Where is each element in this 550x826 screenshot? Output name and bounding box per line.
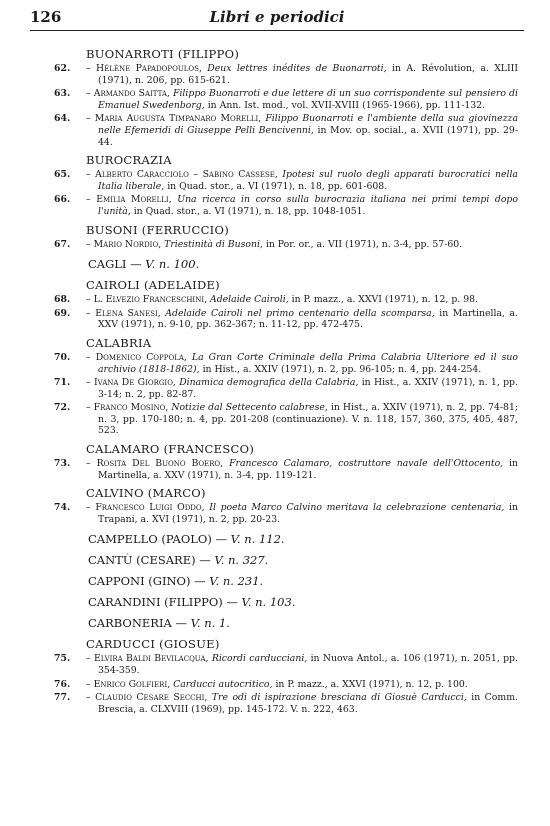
entry-text — [86, 377, 518, 400]
entry-citation: in Ann. Ist. mod., vol. XVII-XVIII (1965-1966), pp. 111-132. — [207, 99, 486, 111]
entry-text — [86, 402, 518, 437]
xref-name: CAGLI — [88, 257, 127, 272]
entry-citation: in Hist., a. XXIV (1971), n. 2, pp. 74-81; n. 3, pp. 170-180; n. 4, pp. 201-208 (continuazione). V. n. 118, 157, 360, 375, 405, 487, 523. — [98, 402, 518, 437]
entry-author: Francesco Luigi Oddo, — [95, 502, 205, 514]
entry-author: Emilia Morelli, — [96, 194, 172, 206]
section-heading: CALAMARO (FRANCESCO) — [86, 442, 255, 457]
entry-text — [86, 502, 518, 525]
entry-dash: – — [86, 63, 91, 74]
entry-author: Domenico Coppola, — [95, 351, 187, 363]
entry-dash: – — [86, 351, 91, 363]
entry-citation: in Nuova Antol., a. 106 (1971), n. 2051, pp. 354-359. — [98, 653, 518, 677]
entry-number: 71. — [54, 377, 71, 389]
entry-number: 65. — [54, 169, 71, 181]
entry-author: Franco Mosino, — [93, 402, 169, 414]
entry-citation: in P. mazz., a. XXVI (1971), n. 12, p. 100. — [275, 678, 468, 690]
entry-text — [86, 239, 518, 251]
entry-author: Claudio Cesare Secchi, — [95, 692, 208, 704]
entry-dash: – — [86, 194, 91, 206]
entry-number: 66. — [54, 194, 71, 206]
entry-dash: – — [86, 692, 91, 704]
entry-dash: – — [86, 307, 91, 319]
entry-dash: – — [86, 169, 91, 181]
entry-title: Una ricerca in corso sulla burocrazia italiana nei primi tempi dopo l'unità, — [98, 194, 518, 217]
cross-reference — [36, 257, 520, 271]
entry-text — [86, 169, 518, 192]
section-heading: CAIROLI (ADELAIDE) — [86, 278, 220, 293]
bibliography-entry — [36, 377, 520, 400]
bibliography-entry — [36, 458, 520, 481]
entry-citation: in Quad. stor., a. VI (1971), n. 18, pp. 601-608. — [167, 180, 388, 192]
entry-number: 75. — [54, 653, 71, 665]
entry-number: 73. — [54, 458, 71, 470]
entry-title: Ricordi carducciani, — [211, 653, 308, 665]
entry-author: Armando Saitta, — [93, 88, 170, 100]
xref-name: CANTÙ (CESARE) — [88, 553, 196, 568]
entry-text — [86, 458, 518, 481]
entry-number: 63. — [54, 88, 71, 100]
entry-title: Deux lettres inédites de Buonarroti, — [207, 63, 387, 74]
entry-dash: – — [86, 653, 91, 665]
bibliography-entry — [36, 692, 520, 715]
entry-text — [86, 294, 518, 306]
cross-reference — [36, 595, 520, 609]
bibliography-entry — [36, 63, 520, 86]
xref-target: — V. n. 103. — [226, 595, 296, 610]
entry-text — [86, 653, 518, 676]
entry-text — [86, 308, 518, 331]
entry-citation: in P. mazz., a. XXVI (1971), n. 12, p. 98. — [291, 294, 478, 306]
entry-title: Filippo Buonarroti e due lettere di un suo corrispondente sul pensiero di Emanuel Swedenborg, — [98, 88, 518, 111]
entry-dash: – — [86, 113, 91, 125]
entry-text — [86, 692, 518, 715]
xref-target: — V. n. 327. — [199, 553, 269, 568]
xref-name: CAMPELLO (PAOLO) — [88, 532, 212, 547]
entry-title: Adelaide Cairoli, — [210, 294, 289, 306]
entry-author: Rosita Del Buono Boero, — [96, 458, 224, 470]
entry-title: La Gran Corte Criminale della Prima Calabria Ulteriore ed il suo archivio (1818-1862), — [98, 351, 518, 375]
bibliography-entry — [36, 653, 520, 676]
section-heading: BUONARROTI (FILIPPO) — [86, 47, 240, 61]
entry-title: Notizie dal Settecento calabrese, — [171, 402, 328, 414]
entry-title: Triestinità di Busoni, — [164, 238, 263, 250]
bibliography-entry — [36, 88, 520, 111]
section-heading: CARDUCCI (GIOSUE) — [86, 637, 220, 652]
bibliography-entry — [36, 402, 520, 437]
entry-number: 76. — [54, 678, 71, 690]
entry-dash: – — [86, 678, 91, 690]
entry-dash: – — [86, 238, 91, 250]
header-rule — [30, 30, 524, 31]
entry-citation: in Por. or., a. VII (1971), n. 3-4, pp. 57-60. — [265, 238, 463, 250]
entry-dash: – — [86, 502, 91, 514]
entry-number: 68. — [54, 294, 71, 306]
bibliography-entry — [36, 113, 520, 148]
entry-title: Francesco Calamaro, costruttore navale dell'Ottocento, — [229, 458, 504, 470]
entry-text — [86, 679, 518, 691]
cross-reference — [36, 553, 520, 567]
cross-reference — [36, 532, 520, 546]
bibliography-list — [36, 47, 520, 717]
entry-title: Il poeta Marco Calvino meritava la celebrazione centenaria, — [209, 502, 505, 514]
entry-author: Hélène Papadopoulos, — [96, 63, 202, 74]
entry-title: Filippo Buonarroti e l'ambiente della sua giovinezza nelle Efemeridi di Giuseppe Pelli Bencivenni, — [98, 113, 518, 136]
entry-dash: – — [86, 294, 91, 306]
section-heading: BUSONI (FERRUCCIO) — [86, 222, 230, 237]
entry-dash: – — [86, 402, 91, 414]
xref-name: CARANDINI (FILIPPO) — [88, 595, 223, 610]
entry-title: Dinamica demografica della Calabria, — [179, 377, 359, 389]
entry-number: 77. — [54, 692, 71, 704]
entry-citation: in Hist., a. XXIV (1971), n. 1, pp. 3-14; n. 2, pp. 82-87. — [98, 377, 518, 400]
entry-title: Carducci autocritico, — [173, 678, 273, 690]
bibliography-entry — [36, 502, 520, 525]
entry-text — [86, 194, 518, 217]
xref-name: CARBONERIA — [88, 616, 172, 631]
section-heading: BUROCRAZIA — [86, 153, 172, 168]
entry-citation: in Trapani, a. XVI (1971), n. 2, pp. 20-23. — [98, 502, 518, 525]
entry-number: 70. — [54, 351, 71, 363]
entry-dash: – — [86, 88, 91, 100]
entry-author: Enrico Golfieri, — [93, 678, 171, 690]
bibliography-entry — [36, 679, 520, 691]
entry-text — [86, 88, 518, 111]
cross-reference — [36, 616, 520, 630]
entry-number: 69. — [54, 307, 71, 319]
entry-author: Mario Nordio, — [93, 238, 162, 250]
entry-author: L. Elvezio Franceschini, — [93, 294, 208, 306]
bibliography-entry — [36, 308, 520, 331]
entry-author: Alberto Caracciolo – Sabino Cassese, — [95, 169, 278, 181]
xref-target: — V. n. 100. — [130, 257, 200, 272]
entry-text — [86, 63, 518, 86]
section-heading: CALABRIA — [86, 335, 152, 350]
xref-target: — V. n. 1. — [175, 616, 230, 631]
section-heading: CALVINO (MARCO) — [86, 486, 206, 501]
entry-citation: in Martinella, a. XXV (1971), n. 3-4, pp. 119-121. — [98, 458, 519, 481]
bibliography-entry — [36, 352, 520, 375]
entry-dash: – — [86, 377, 91, 389]
cross-reference — [36, 574, 520, 588]
xref-name: CAPPONI (GINO) — [88, 574, 191, 589]
entry-text — [86, 352, 518, 375]
entry-number: 62. — [54, 63, 71, 74]
running-title: Libri e periodici — [209, 8, 345, 26]
entry-dash: – — [86, 458, 91, 470]
entry-number: 74. — [54, 502, 71, 514]
entry-number: 67. — [54, 238, 71, 250]
entry-number: 72. — [54, 402, 71, 414]
entry-author: Maria Augusta Timpanaro Morelli, — [94, 113, 262, 125]
entry-citation: in A. Révolution, a. XLIII (1971), n. 206, pp. 615-621. — [98, 63, 519, 86]
bibliography-entry — [36, 169, 520, 192]
entry-citation: in Martinella, a. XXV (1971), n. 9-10, pp. 362-367; n. 11-12, pp. 472-475. — [98, 307, 518, 331]
xref-target: — V. n. 112. — [215, 532, 285, 547]
entry-citation: in Hist., a. XXIV (1971), n. 2, pp. 96-105; n. 4, pp. 244-254. — [202, 363, 482, 375]
running-header — [30, 8, 524, 30]
entry-title: Tre odi di ispirazione bresciana di Giosuè Carducci, — [211, 692, 467, 704]
bibliography-entry — [36, 294, 520, 306]
bibliography-entry — [36, 194, 520, 217]
entry-citation: in Comm. Brescia, a. CLXVIII (1969), pp. 145-172. V. n. 222, 463. — [98, 692, 518, 715]
entry-citation: in Quad. stor., a. VI (1971), n. 18, pp. 1048-1051. — [133, 205, 366, 217]
entry-title: Adelaide Cairoli nel primo centenario della scomparsa, — [165, 307, 435, 319]
entry-author: Elvira Baldi Bevilacqua, — [93, 653, 209, 665]
entry-number: 64. — [54, 113, 71, 125]
page-number: 126 — [30, 8, 62, 26]
entry-author: Elena Sanesi, — [95, 307, 161, 319]
xref-target: — V. n. 231. — [194, 574, 264, 589]
entry-text — [86, 113, 518, 148]
entry-author: Ivana De Giorgio, — [93, 377, 176, 389]
bibliography-entry — [36, 239, 520, 251]
entry-citation: in Mov. op. social., a. XVII (1971), pp. 29-44. — [98, 124, 518, 148]
entry-title: Ipotesi sul ruolo degli apparati burocratici nella Italia liberale, — [98, 169, 518, 192]
